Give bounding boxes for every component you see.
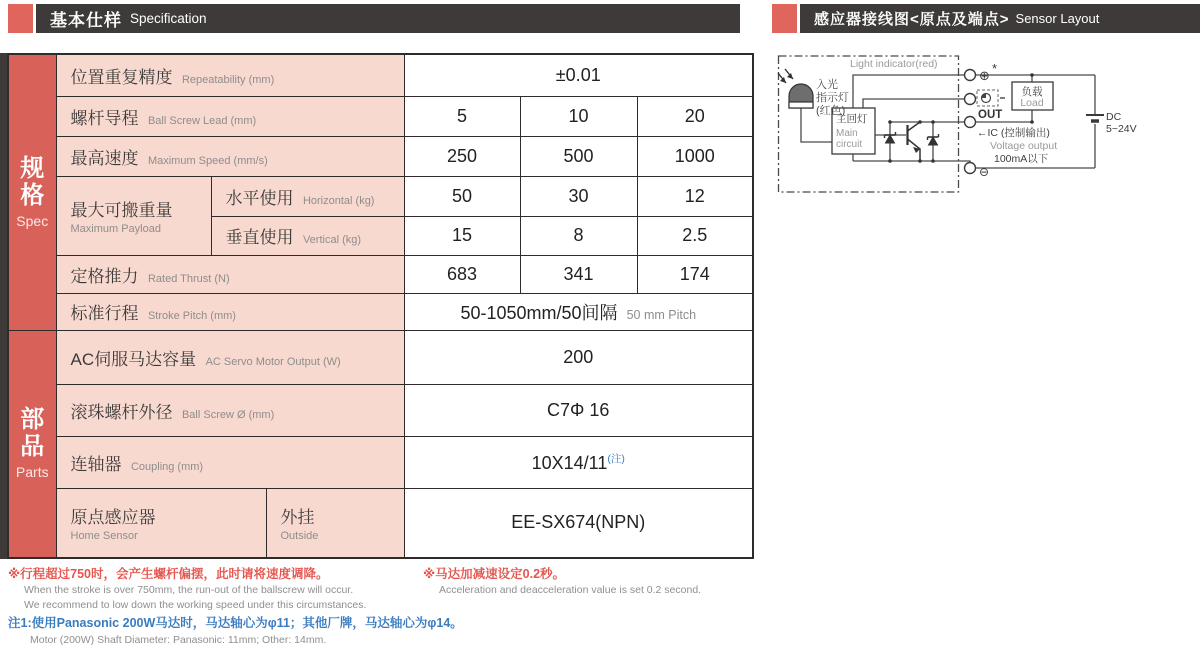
spec-table — [7, 53, 754, 559]
label-ic-output: ←IC (控制输出) — [977, 127, 1050, 139]
footnote-1-zh: 注1:使用Panasonic 200W马达时，马达轴心为φ11；其他厂牌，马达轴心为φ14。 — [8, 616, 463, 631]
sidebar-group-spec — [8, 54, 56, 330]
label-en: AC Servo Motor Output (W) — [205, 355, 341, 368]
row-label-repeatability — [56, 54, 404, 96]
label-main-circuit-zh: 主回灯 — [836, 113, 868, 125]
label-dc: DC — [1106, 111, 1122, 123]
cell-lead-3: 20 — [637, 96, 753, 136]
led-indicator-icon — [778, 69, 813, 108]
label-en: Maximum Payload — [70, 223, 161, 235]
label-zh: 外挂 — [280, 508, 315, 528]
terminal-plus-symbol: ⊕ — [979, 68, 990, 83]
sensor-wiring-diagram — [770, 45, 1200, 225]
label-light-zh3: (红色) — [816, 105, 846, 117]
label-zh: 最高速度 — [70, 148, 139, 168]
label-main-circuit-en2: circuit — [836, 139, 863, 150]
wiring-diagram-svg — [770, 45, 1200, 225]
row-label-rated-thrust — [56, 255, 404, 293]
table-row — [8, 255, 753, 293]
cell-lead-1: 5 — [404, 96, 520, 136]
footnote-stroke — [8, 566, 413, 612]
red-square-accent — [772, 4, 797, 33]
section-header-bar — [36, 4, 740, 33]
coupling-value: 10X14/11 — [531, 452, 608, 473]
table-row — [8, 436, 753, 488]
cell-thrust-1: 683 — [404, 255, 520, 293]
footnote-acceleration — [423, 566, 701, 612]
table-row — [8, 96, 753, 136]
coupling-footnote-ref: (注) — [607, 452, 625, 465]
row-label-max-payload — [56, 176, 211, 255]
terminal-circles — [965, 70, 976, 174]
section-header-specification — [8, 4, 740, 33]
section-header-sensor-layout — [772, 4, 1200, 33]
row-label-ball-screw-lead — [56, 96, 404, 136]
cell-thrust-3: 174 — [637, 255, 753, 293]
cell-speed-2: 500 — [520, 136, 637, 176]
label-en: Ball Screw Lead (mm) — [147, 114, 257, 127]
label-en: Home Sensor — [70, 530, 138, 543]
cell-horizontal-1: 50 — [404, 176, 520, 216]
label-en: Outside — [280, 530, 319, 543]
label-zh: 垂直使用 — [225, 228, 294, 247]
cell-horizontal-2: 30 — [520, 176, 637, 216]
label-zh: 最大可搬重量 — [70, 201, 173, 220]
label-en: Horizontal (kg) — [302, 194, 375, 207]
table-row — [8, 488, 753, 558]
label-zh: 位置重复精度 — [70, 67, 173, 87]
row-label-servo-output — [56, 330, 404, 384]
row-label-vertical — [211, 216, 404, 255]
footnotes — [8, 566, 768, 647]
label-en: Maximum Speed (mm/s) — [147, 154, 268, 167]
label-zh: 滚珠螺杆外径 — [70, 402, 173, 422]
label-en: Vertical (kg) — [302, 234, 362, 246]
cell-vertical-1: 15 — [404, 216, 520, 255]
section-title-en: Sensor Layout — [1015, 11, 1100, 26]
row-label-home-sensor — [56, 488, 266, 558]
label-dc-voltage: 5~24V — [1106, 123, 1137, 135]
label-zh: AC伺服马达容量 — [70, 349, 197, 369]
cell-lead-2: 10 — [520, 96, 637, 136]
battery-symbol — [1086, 115, 1104, 121]
row-label-coupling — [56, 436, 404, 488]
footnote-stroke-zh: ※行程超过750时，会产生螺杆偏摆，此时请将速度调降。 — [8, 567, 329, 581]
label-zh: 连轴器 — [70, 454, 122, 474]
sidebar-label-en: Parts — [15, 464, 49, 481]
label-en: Stroke Pitch (mm) — [147, 310, 236, 322]
table-row — [8, 384, 753, 436]
cell-repeatability-value: ±0.01 — [404, 54, 753, 96]
label-zh: 水平使用 — [225, 188, 294, 208]
footnote-1 — [8, 615, 768, 647]
stroke-value-zh: 50-1050mm/50间隔 — [460, 302, 618, 323]
label-light-zh2: 指示灯 — [816, 92, 849, 104]
sidebar-label-zh: 部品 — [20, 406, 45, 461]
footnote-stroke-en1: When the stroke is over 750mm, the run-out of the ballscrew will occur. — [24, 583, 354, 596]
label-voltage-output: Voltage output — [990, 140, 1058, 152]
section-title-zh: 感应器接线图<原点及端点> — [814, 11, 1010, 28]
label-out: OUT — [978, 109, 1003, 121]
table-row — [8, 293, 753, 330]
footnote-accel-en: Acceleration and deacceleration value is set 0.2 second. — [439, 583, 702, 596]
label-load-zh: 负载 — [1021, 86, 1043, 98]
label-en: Rated Thrust (N) — [147, 272, 230, 285]
label-zh: 原点感应器 — [70, 508, 156, 528]
cell-coupling-value — [404, 436, 753, 488]
spec-table-wrapper — [0, 53, 754, 559]
label-en: Ball Screw Ø (mm) — [181, 408, 275, 421]
transistor-icon — [908, 122, 921, 161]
label-en: Repeatability (mm) — [181, 73, 275, 86]
table-row — [8, 330, 753, 384]
cell-stroke-value — [404, 293, 753, 330]
row-label-ball-screw-od — [56, 384, 404, 436]
terminal-minus-symbol: ⊖ — [979, 165, 990, 179]
footnote-stroke-en2: We recommend to low down the working speed under this circumstances. — [24, 598, 367, 611]
cell-thrust-2: 341 — [520, 255, 637, 293]
cell-home-sensor-value: EE-SX674(NPN) — [404, 488, 753, 558]
label-zh: 螺杆导程 — [70, 108, 139, 128]
label-load-en: Load — [1020, 97, 1044, 109]
row-label-stroke-pitch — [56, 293, 404, 330]
table-row — [8, 136, 753, 176]
cell-speed-1: 250 — [404, 136, 520, 176]
section-title-zh: 基本仕样 — [50, 11, 122, 30]
sidebar-label-en: Spec — [16, 212, 49, 229]
cell-vertical-3: 2.5 — [637, 216, 753, 255]
cell-servo-output-value: 200 — [404, 330, 753, 384]
row-label-horizontal — [211, 176, 404, 216]
section-title-en: Specification — [130, 11, 207, 26]
cell-screw-od-value: C7Φ 16 — [404, 384, 753, 436]
row-label-max-speed — [56, 136, 404, 176]
footnote-1-en: Motor (200W) Shaft Diameter: Panasonic: 11mm; Other: 14mm. — [30, 633, 327, 646]
light-on-selector-icon — [977, 90, 1005, 106]
red-square-accent — [8, 4, 33, 33]
label-en: Coupling (mm) — [130, 460, 204, 473]
label-max-current: 100mA以下 — [994, 153, 1049, 165]
label-light-indicator: Light indicator(red) — [850, 58, 938, 70]
label-light-zh1: 入光 — [816, 79, 838, 91]
label-main-circuit-en1: Main — [836, 128, 858, 139]
sidebar-group-parts — [8, 330, 56, 558]
section-header-bar — [800, 4, 1200, 33]
label-zh: 标准行程 — [70, 304, 139, 323]
table-row — [8, 176, 753, 216]
stroke-value-en: 50 mm Pitch — [626, 307, 697, 322]
cell-speed-3: 1000 — [637, 136, 753, 176]
cell-vertical-2: 8 — [520, 216, 637, 255]
cell-horizontal-3: 12 — [637, 176, 753, 216]
asterisk-mark: * — [992, 61, 998, 76]
footnote-accel-zh: ※马达加减速设定0.2秒。 — [423, 567, 566, 581]
sidebar-label-zh: 规格 — [20, 154, 45, 209]
row-label-outside — [266, 488, 404, 558]
table-row — [8, 54, 753, 96]
label-zh: 定格推力 — [70, 266, 139, 286]
